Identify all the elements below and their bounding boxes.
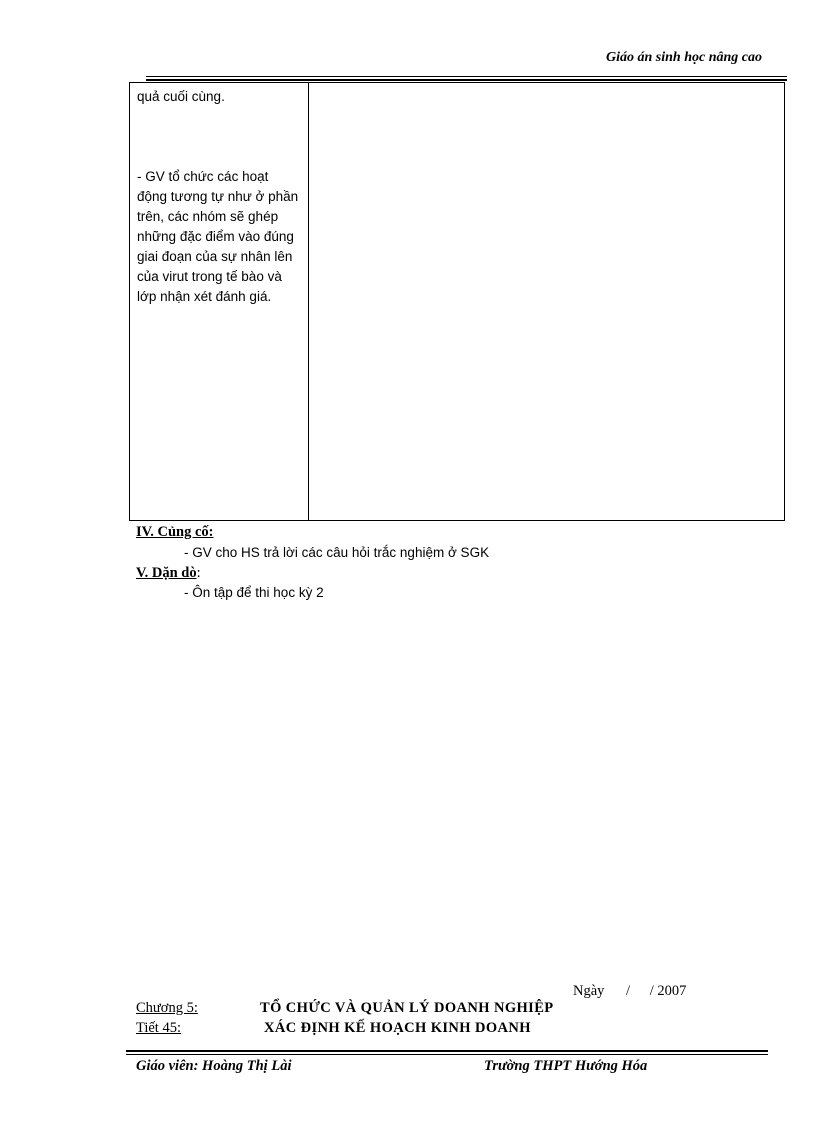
footer-teacher: Giáo viên: Hoàng Thị Lài	[136, 1058, 292, 1074]
footer-rule-thick	[126, 1050, 768, 1052]
teacher-activity-column	[130, 83, 309, 520]
footer-rule-thin	[126, 1054, 768, 1055]
header-rule-thick	[146, 79, 787, 81]
period-title: XÁC ĐỊNH KẾ HOẠCH KINH DOANH	[264, 1020, 531, 1036]
date-year: / 2007	[649, 983, 687, 999]
section-heading: IV. Củng cố:	[136, 524, 214, 540]
section-homework: V. Dặn dò:	[136, 565, 201, 581]
period-label: Tiết 45:	[136, 1020, 181, 1036]
table-paragraph-1: quả cuối cùng.	[137, 89, 225, 104]
date-label: Ngày	[573, 983, 605, 999]
section-heading: V. Dặn dò	[136, 565, 197, 581]
chapter-label: Chương 5:	[136, 1000, 198, 1016]
section-consolidation	[136, 524, 213, 541]
footer-school: Trường THPT Hướng Hóa	[484, 1058, 648, 1074]
document-header-title: Giáo án sinh học nâng cao	[606, 50, 762, 65]
homework-item: - Ôn tập để thi học kỳ 2	[184, 585, 324, 600]
consolidation-item: - GV cho HS trả lời các câu hỏi trắc nghiệm ở SGK	[184, 545, 490, 560]
student-activity-column	[309, 83, 784, 520]
header-rule-thin	[146, 76, 787, 77]
table-paragraph-2: - GV tổ chức các hoạt động tương tự như ở phần trên, các nhóm sẽ ghép những đặc điểm vào đúng giai đoạn của sự nhân lên của virut trong tế bào và lớp nhận xét đánh giá.	[137, 169, 299, 304]
lesson-date	[573, 983, 686, 1000]
date-separator: /	[626, 983, 631, 999]
chapter-title: TỔ CHỨC VÀ QUẢN LÝ DOANH NGHIỆP	[260, 1000, 554, 1016]
lesson-activity-table	[129, 82, 785, 521]
